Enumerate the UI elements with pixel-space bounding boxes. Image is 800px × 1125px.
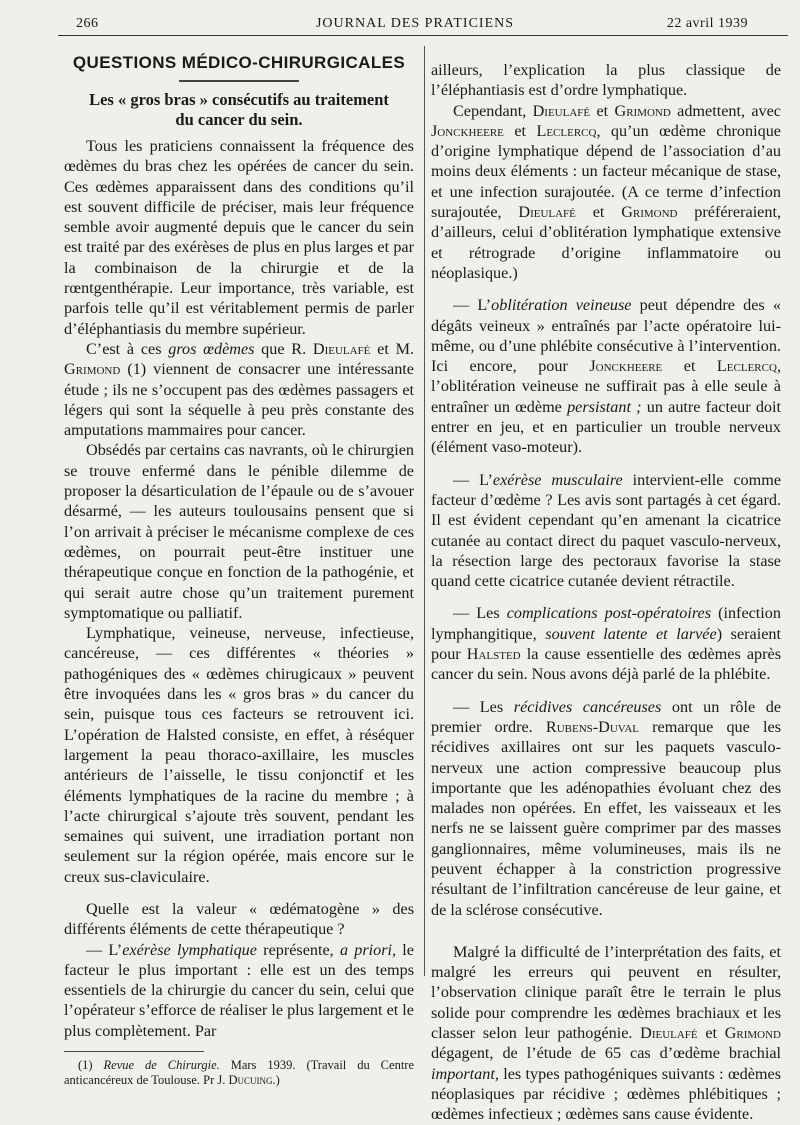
paragraph: Malgré la difficulté de l’interprétation des faits, et malgré les erreurs qui peuvent en résulter, l’observation clinique paraît être le terrain le plus solide pour comprendre les œdèmes brachiaux et les classer selon leur pathogénie. Dieulafé et Grimond dégagent, de l’étude de 65 cas d’œdème brachial important, les types pathogéniques suivants : œdèmes néoplasiques par récidive ; œdèmes phlébitiques ; œdèmes infectieux ; œdèmes sans cause évidente.: [431, 942, 781, 1124]
paragraph: Quelle est la valeur « œdématogène » des différents éléments de cette thérapeutique ?: [64, 899, 414, 939]
footnote: (1) Revue de Chirurgie. Mars 1939. (Travail du Centre anticancéreux de Toulouse. Pr J. Ducuing.): [64, 1058, 414, 1088]
running-header: [58, 16, 772, 36]
paragraph: Tous les praticiens connaissent la fréquence des œdèmes du bras chez les opérées de cancer du sein. Ces œdèmes apparaissent dans des conditions qu’il est souvent difficile de préciser, mais leur fréquence semble avoir augmenté depuis que le cancer du sein est traité par des exérèses de plus en plus larges et par la combinaison de la chirurgie et de la rœntgenthérapie. Leur importance, très variable, est parfois telle qu’il est véritablement permis de parler d’éléphantiasis du membre supérieur.: [64, 137, 414, 338]
paragraph: — L’oblitération veineuse peut dépendre des « dégâts veineux » entraînés par l’acte opératoire lui-même, ou d’une phlébite consécutive à l’intervention. Ici encore, pour Jonckheere et Leclercq, l’oblitération veineuse ne suffirait pas à elle seule à entraîner un œdème persistant ; un autre facteur doit entrer en jeu, et en particulier un trouble nerveux (élément vaso-moteur).: [431, 296, 781, 457]
article-title: [64, 90, 414, 130]
paragraph: — Les complications post-opératoires (infection lymphangitique, souvent latente et larvée) seraient pour Halsted la cause essentielle des œdèmes après cancer du sein. Nous avons déjà parlé de la phlébite.: [431, 604, 782, 684]
paragraph: — Les récidives cancéreuses ont un rôle de premier ordre. Rubens-Duval remarque que les récidives axillaires ont sur les paquets vasculo-nerveux une action compressive beaucoup plus importante que les adénopathies évoluant chez des malades non opérées. En effet, les vaisseaux et les nerfs ne se laissent guère comprimer par des masses ganglionnaires, même volumineuses, mais ils ne peuvent échapper à la constriction progressive résultant de l’infiltration cancéreuse de leur gaine, et de la sclérose consécutive.: [431, 697, 781, 919]
article-title-line-1: Les « gros bras » consécutifs au traitement: [89, 90, 389, 109]
issue-date: 22 avril 1939: [666, 16, 748, 31]
paragraph: C’est à ces gros œdèmes que R. Dieulafé et M. Grimond (1) viennent de consacrer une intéressante étude ; ils ne s’occupent pas des œdèmes passagers et légers qui sont la séquelle à peu près constante des amputations mammaires pour cancer.: [64, 339, 415, 440]
page-number: 266: [76, 16, 99, 31]
header-rule: [58, 35, 788, 36]
left-column: [64, 52, 414, 1088]
paragraph: ailleurs, l’explication la plus classique de l’éléphantiasis est d’ordre lymphatique.: [431, 61, 781, 100]
paragraph: Lymphatique, veineuse, nerveuse, infectieuse, cancéreuse, — ces différentes « théories » pathogéniques des « œdèmes chirugicaux » peuvent être invoquées dans les « gros bras » du cancer du sein, puisque tous ces facteurs se retrouvent ici. L’opération de Halsted consiste, en effet, à réséquer largement la peau thoraco-axillaire, les muscles antérieurs de l’aisselle, le tissu conjonctif et les éléments lymphatiques de la racine du membre ; à l’acte chirurgical s’ajoute très souvent, pendant les semaines qui suivent, une irradiation portant non seulement sur la région opérée, mais encore sur le creux sus-claviculaire.: [64, 624, 414, 886]
right-column: [431, 60, 781, 1125]
paragraph: Cependant, Dieulafé et Grimond admettent, avec Jonckheere et Leclercq, qu’un œdème chronique d’origine lymphatique dépend de l’association d’au moins deux éléments : un facteur mécanique de stase, et une infection surajoutée. (A ce terme d’infection surajoutée, Dieulafé et Grimond préféreraient, d’ailleurs, celui d’oblitération lymphatique extensive et rétrograde d’origine inflammatoire ou néoplasique.): [431, 101, 782, 282]
title-rule: [179, 80, 299, 82]
paragraph: — L’exérèse lymphatique représente, a priori, le facteur le plus important : elle est un des temps essentiels de la chirurgie du cancer du sein, celui que l’opérateur s’efforce de réaliser le plus largement et le plus complètement. Par: [64, 940, 414, 1040]
column-divider: [424, 46, 425, 976]
section-title: QUESTIONS MÉDICO-CHIRURGICALES: [72, 53, 406, 72]
paragraph: Obsédés par certains cas navrants, où le chirurgien se trouve enfermé dans le pénible dilemme de proposer la désarticulation de l’épaule ou de s’avouer désarmé, — les auteurs toulousains pensent que si l’on arrivait à préciser le mécanisme complexe de ces œdèmes, on pourrait peut-être instituer une thérapeutique conçue en fonction de la pathogénie, et qui serait autre chose qu’un traitement purement symptomatique ou palliatif.: [64, 441, 414, 622]
journal-title: JOURNAL DES PRATICIENS: [315, 16, 515, 31]
article-title-line-2: du cancer du sein.: [175, 110, 303, 129]
paragraph: — L’exérèse musculaire intervient-elle comme facteur d’œdème ? Les avis sont partagés à cet égard. Il est évident cependant qu’en amenant la cicatrice cutanée au contact direct du paquet vasculo-nerveux, la résection large des pectoraux favorise la stase quand cette cicatrice cutanée devient rétractile.: [431, 470, 782, 591]
footnote-rule: [64, 1051, 204, 1052]
